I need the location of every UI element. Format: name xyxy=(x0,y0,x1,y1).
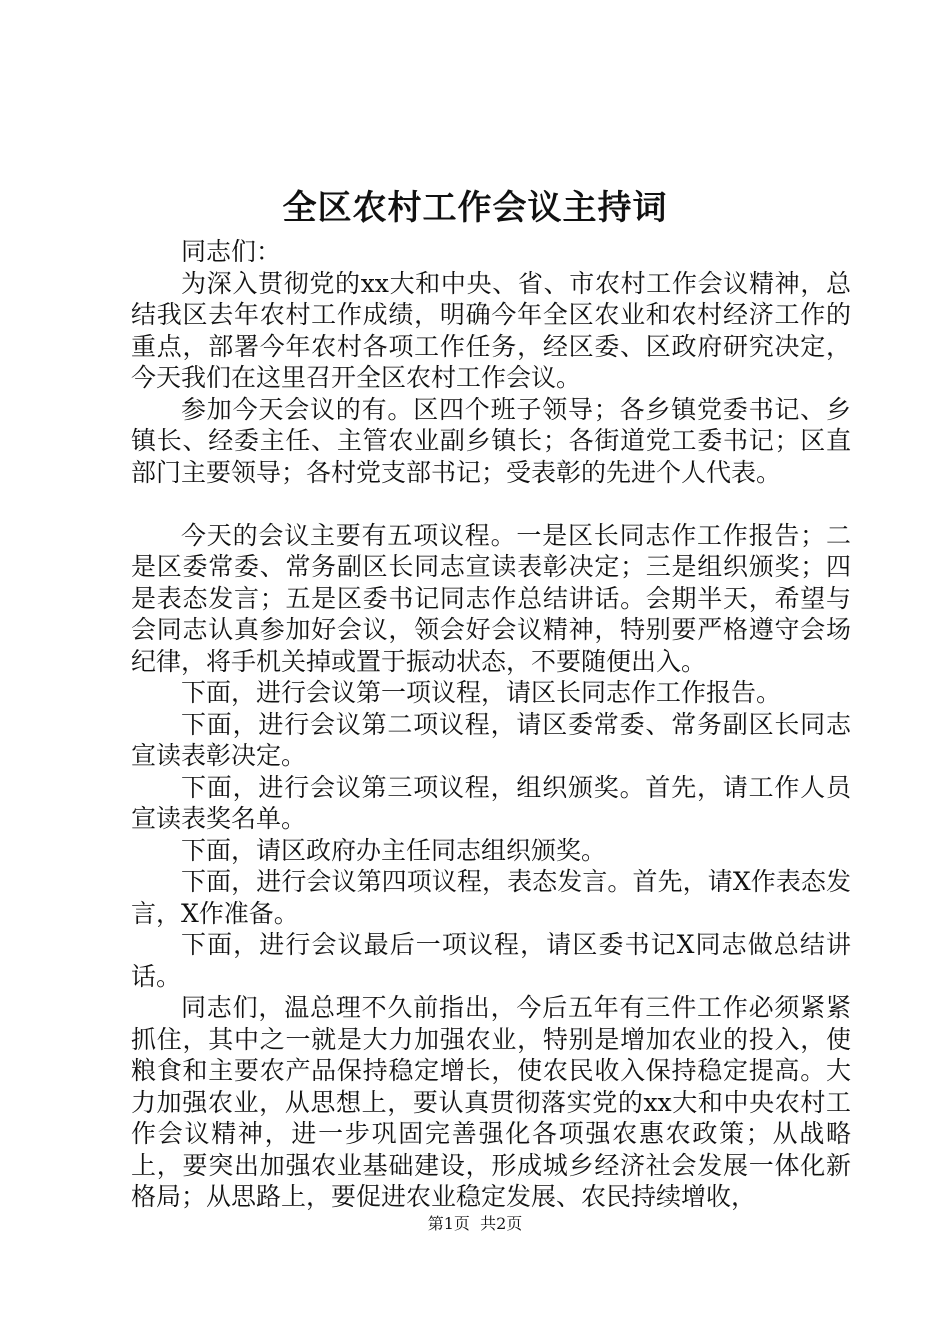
paragraph-item-final: 下面，进行会议最后一项议程，请区委书记X同志做总结讲话。 xyxy=(131,930,851,991)
page-total: 共2页 xyxy=(480,1214,523,1233)
paragraph-item-4: 下面，进行会议第四项议程，表态发言。首先，请X作表态发言，X作准备。 xyxy=(131,867,851,928)
paragraph-item-1: 下面，进行会议第一项议程，请区长同志作工作报告。 xyxy=(181,678,782,707)
paragraph-agenda: 今天的会议主要有五项议程。一是区长同志作工作报告；二是区委常委、常务副区长同志宣读表彰决定；三是组织颁奖；四是表态发言；五是区委书记同志作总结讲话。会期半天，希望与会同志认真参加好会议，领会好会议精神，特别要严格遵守会场纪律，将手机关掉或置于振动状态，不要随便出入。 xyxy=(131,520,851,676)
paragraph-award: 下面，请区政府办主任同志组织颁奖。 xyxy=(181,835,607,865)
paragraph-attendees: 参加今天会议的有。区四个班子领导；各乡镇党委书记、乡镇长、经委主任、主管农业副乡镇长；各街道党工委书记；区直部门主要领导；各村党支部书记；受表彰的先进个人代表。 xyxy=(131,394,851,487)
paragraph-greeting: 同志们： xyxy=(181,237,282,266)
document-title: 全区农村工作会议主持词 xyxy=(282,188,668,228)
document-body xyxy=(131,236,851,1213)
paragraph-item-3: 下面，进行会议第三项议程，组织颁奖。首先，请工作人员宣读表奖名单。 xyxy=(131,772,851,833)
paragraph-closing: 同志们，温总理不久前指出，今后五年有三件工作必须紧紧抓住，其中之一就是大力加强农业，特别是增加农业的投入，使粮食和主要农产品保持稳定增长，使农民收入保持稳定提高。大力加强农业，从思想上，要认真贯彻落实党的xx大和中央农村工作会议精神，进一步巩固完善强化各项强农惠农政策；从战略上，要突出加强农业基础建设，形成城乡经济社会发展一体化新格局；从思路上，要促进农业稳定发展、农民持续增收， xyxy=(131,993,851,1211)
paragraph-purpose: 为深入贯彻党的xx大和中央、省、市农村工作会议精神，总结我区去年农村工作成绩，明确今年全区农业和农村经济工作的重点，部署今年农村各项工作任务，经区委、区政府研究决定，今天我们在这里召开全区农村工作会议。 xyxy=(131,268,851,392)
paragraph-item-2: 下面，进行会议第二项议程，请区委常委、常务副区长同志宣读表彰决定。 xyxy=(131,709,851,770)
page-number: 第1页 xyxy=(427,1214,470,1233)
page-footer xyxy=(0,1214,950,1234)
